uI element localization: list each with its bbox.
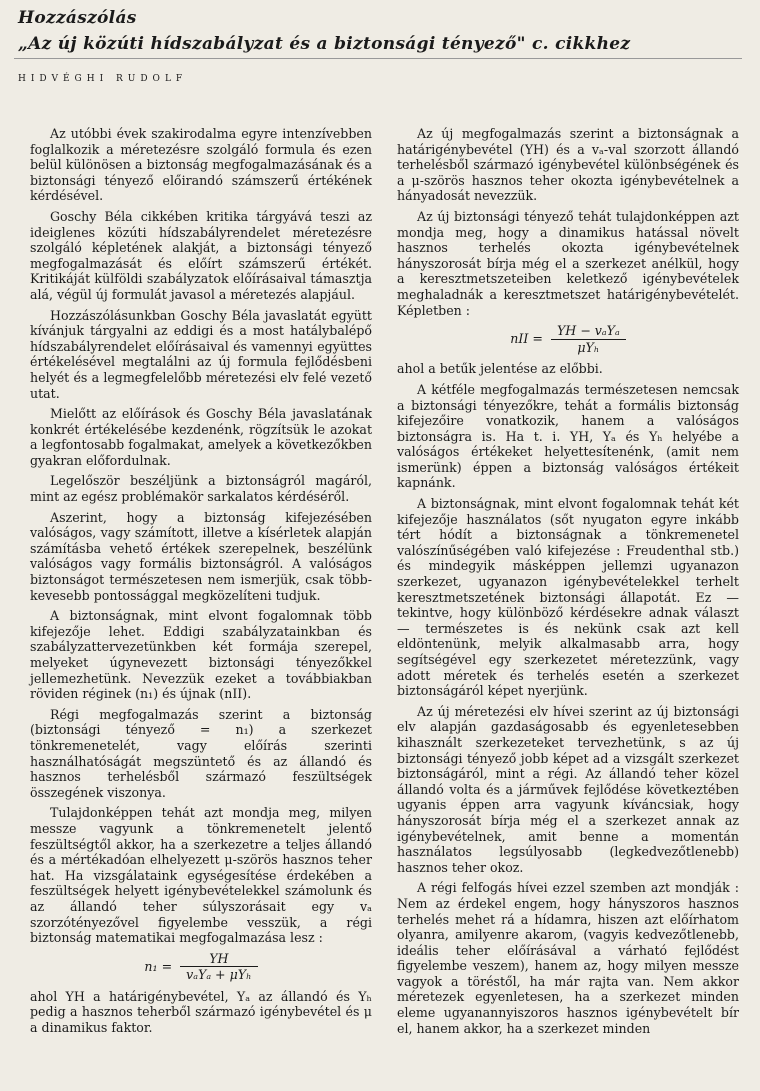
right-column: [397, 126, 739, 1041]
author-name: HIDVÉGHI RUDOLF: [18, 74, 188, 84]
right-paragraph-2: Az új biztonsági tényező tehát tulajdonképpen azt mondja meg, hogy a dinamikus hatással növelt hasznos terhelés okozta igénybevételnek hányszorosát bírja még el a szerkezet anélkül, hogy a keresztmetszeteiben keletkező igénybevételek meghaladnák a keresztmetszet határigénybevételét. Képletben :: [397, 208, 739, 318]
left-paragraph-7: A biztonságnak, mint elvont fogalomnak több kifejezője lehet. Eddigi szabályzatainkban és szabályzattervezetünkben két formája szerepel, melyeket úgynevezett biztonsági tényezőkkel jellemezhetünk. Nevezzük ezeket a továbbiakban röviden réginek (n₁) és újnak (nII).: [30, 608, 372, 702]
left-paragraph-8: Régi megfogalmazás szerint a biztonság (biztonsági tényező = n₁) a szerkezet tönkremenetelét, vagy előírás szerinti használhatóságát megszüntető és az állandó és hasznos terhelésből származó feszültségek összegének viszonya.: [30, 706, 372, 800]
left-paragraph-4: Mielőtt az előírások és Goschy Béla javaslatának konkrét értékelésébe kezdenénk, rögzítsük le azokat a legfontosabb fogalmakat, amelyek a következőkben gyakran előfordulnak.: [30, 406, 372, 468]
right-paragraph-5: A biztonságnak, mint elvont fogalomnak tehát két kifejezője használatos (sőt nyugaton egyre inkább tért hódít a biztonságnak a tönkremenetel valószínűségében való kifejezése : Freudenthal stb.) és mindegyik másképpen jellemzi ugyanazon szerkezet, ugyanazon igénybevételekkel terhelt keresztmetszetének biztonsági állapotát. Ez — tekintve, hogy különböző kérdésekre adnak választ — természetes is és nekünk csak azt kell eldöntenünk, melyik alkalmasabb arra, hogy segítségével egy szerkezetet méretezzünk, vagy adott méretek és terhelés esetén a szerkezet biztonságáról képet nyerjünk.: [397, 496, 739, 699]
article-title-line1: Hozzászólás: [18, 8, 137, 28]
formula-2-fraction: [551, 323, 626, 355]
left-paragraph-9: Tulajdonképpen tehát azt mondja meg, milyen messze vagyunk a tönkremenetelt jelentő feszültségtől akkor, ha a szerkezetre a teljes állandó és a mértékadóan elhelyezett μ-szörös hasznos teher hat. Ha vizsgálataink egységesítése érdekében a feszültségek helyett igénybevételekkel számolunk és az állandó teher súlyszorásait egy vₐ szorzótényezővel figyelembe vesszük, a régi biztonság matematikai megfogalmazása lesz :: [30, 805, 372, 946]
formula-1-numerator: YH: [180, 951, 257, 968]
formula-2-denominator: μYₕ: [577, 339, 600, 355]
left-paragraph-6: Aszerint, hogy a biztonság kifejezésében valóságos, vagy számított, illetve a kísérletek alapján számításba vehető értékek szerepelnek, beszélünk valóságos vagy formális biztonságról. A valóságos biztonságot természetesen nem ismerjük, csak több-kevesebb pontossággal megközelíteni tudjuk.: [30, 509, 372, 603]
right-paragraph-1: Az új megfogalmazás szerint a biztonságnak a határigénybevétel (YH) és a vₐ-val szorzott állandó terhelésből származó igénybevétel különbségének és a μ-szörös hasznos teher okozta igénybevételnek a hányadosát nevezzük.: [397, 126, 739, 204]
right-paragraph-6: Az új méretezési elv hívei szerint az új biztonsági elv alapján gazdaságosabb és egyenletesebben kihasznált szerkezeteket tervezhetünk, s az új biztonsági tényező jobb képet ad a vizsgált szerkezet biztonságáról, mint a régi. Az állandó teher közel állandó volta és a járművek fejlődése következtében ugyanis éppen arra vagyunk kíváncsiak, hogy hányszorosát bírja még el a szerkezet annak az igénybevételnek, amit benne a momentán használatos legsúlyosabb (legkedvezőtlenebb) hasznos teher okoz.: [397, 703, 739, 875]
formula-1-lhs: n₁ =: [144, 958, 173, 974]
formula-2-numerator: YH − vₐYₐ: [551, 323, 626, 340]
left-paragraph-5: Legelőször beszéljünk a biztonságról magáról, mint az egész problémakör sarkalatos kérdéséről.: [30, 473, 372, 505]
left-paragraph-1: Az utóbbi évek szakirodalma egyre intenzívebben foglalkozik a méretezésre szolgáló formula és ezen belül különösen a biztonság megfogalmazásának és a biztonsági tényező előirandó számszerű értékének kérdésével.: [30, 126, 372, 204]
formula-1-fraction: [180, 951, 257, 983]
right-paragraph-4: A kétféle megfogalmazás természetesen nemcsak a biztonsági tényezőkre, tehát a formális biztonság kifejezőire vonatkozik, hanem a valóságos biztonságra is. Ha t. i. YH, Yₐ és Yₕ helyébe a valóságos értékeket helyettesítenénk, (amit nem ismerünk) éppen a biztonság valóságos értékeit kapnánk.: [397, 381, 739, 491]
formula-new-safety-factor: [397, 323, 739, 355]
right-paragraph-7: A régi felfogás hívei ezzel szemben azt mondják : Nem az érdekel engem, hogy hányszoros hasznos terhelés mehet rá a hídamra, hiszen azt előírhatom olyanra, amilyenre akarom, (vagyis kedvezőtlenebb, ideális teher előírásával a várható fejlődést figyelembe veszem), hanem az, hogy milyen messze vagyok a töréstől, ha már rajta van. Nem akkor méretezek egyenletesen, ha a szerkezet minden eleme ugyanannyiszoros hasznos igénybevételt bír el, hanem akkor, ha a szerkezet minden: [397, 880, 739, 1036]
left-column: [30, 126, 372, 1041]
left-paragraph-3: Hozzászólásunkban Goschy Béla javaslatát együtt kívánjuk tárgyalni az eddigi és a most hatálybalépő hídszabályrendelet előírásaival és vamennyi együttes értékelésével megtalálni az új formula fejlődésbeni helyét és a legmegfelelőbb méretezési elv felé vezető utat.: [30, 307, 372, 401]
left-paragraph-2: Goschy Béla cikkében kritika tárgyává teszi az ideiglenes közúti hídszabályrendelet méretezésre szolgáló képletének alakját, a biztonsági tényező megfogalmazását és előírt számszerű értékét. Kritikáját külföldi szabályzatok előírásaival támasztja alá, végül új formulát javasol a méretezés alapjául.: [30, 208, 372, 302]
right-paragraph-3: ahol a betűk jelentése az előbbi.: [397, 361, 603, 377]
article-title-line2: „Az új közúti hídszabályzat és a biztonsági tényező" c. cikkhez: [18, 34, 631, 54]
formula-1-denominator: vₐYₐ + μYₕ: [186, 967, 252, 983]
left-paragraph-10: ahol YH a határigénybevétel, Yₐ az állandó és Yₕ pedig a hasznos teherből származó igénybevétel és μ a dinamikus faktor.: [30, 988, 372, 1036]
formula-2-lhs: nII =: [510, 331, 543, 347]
formula-old-safety-factor: [30, 951, 372, 983]
title-rule: [14, 58, 742, 59]
